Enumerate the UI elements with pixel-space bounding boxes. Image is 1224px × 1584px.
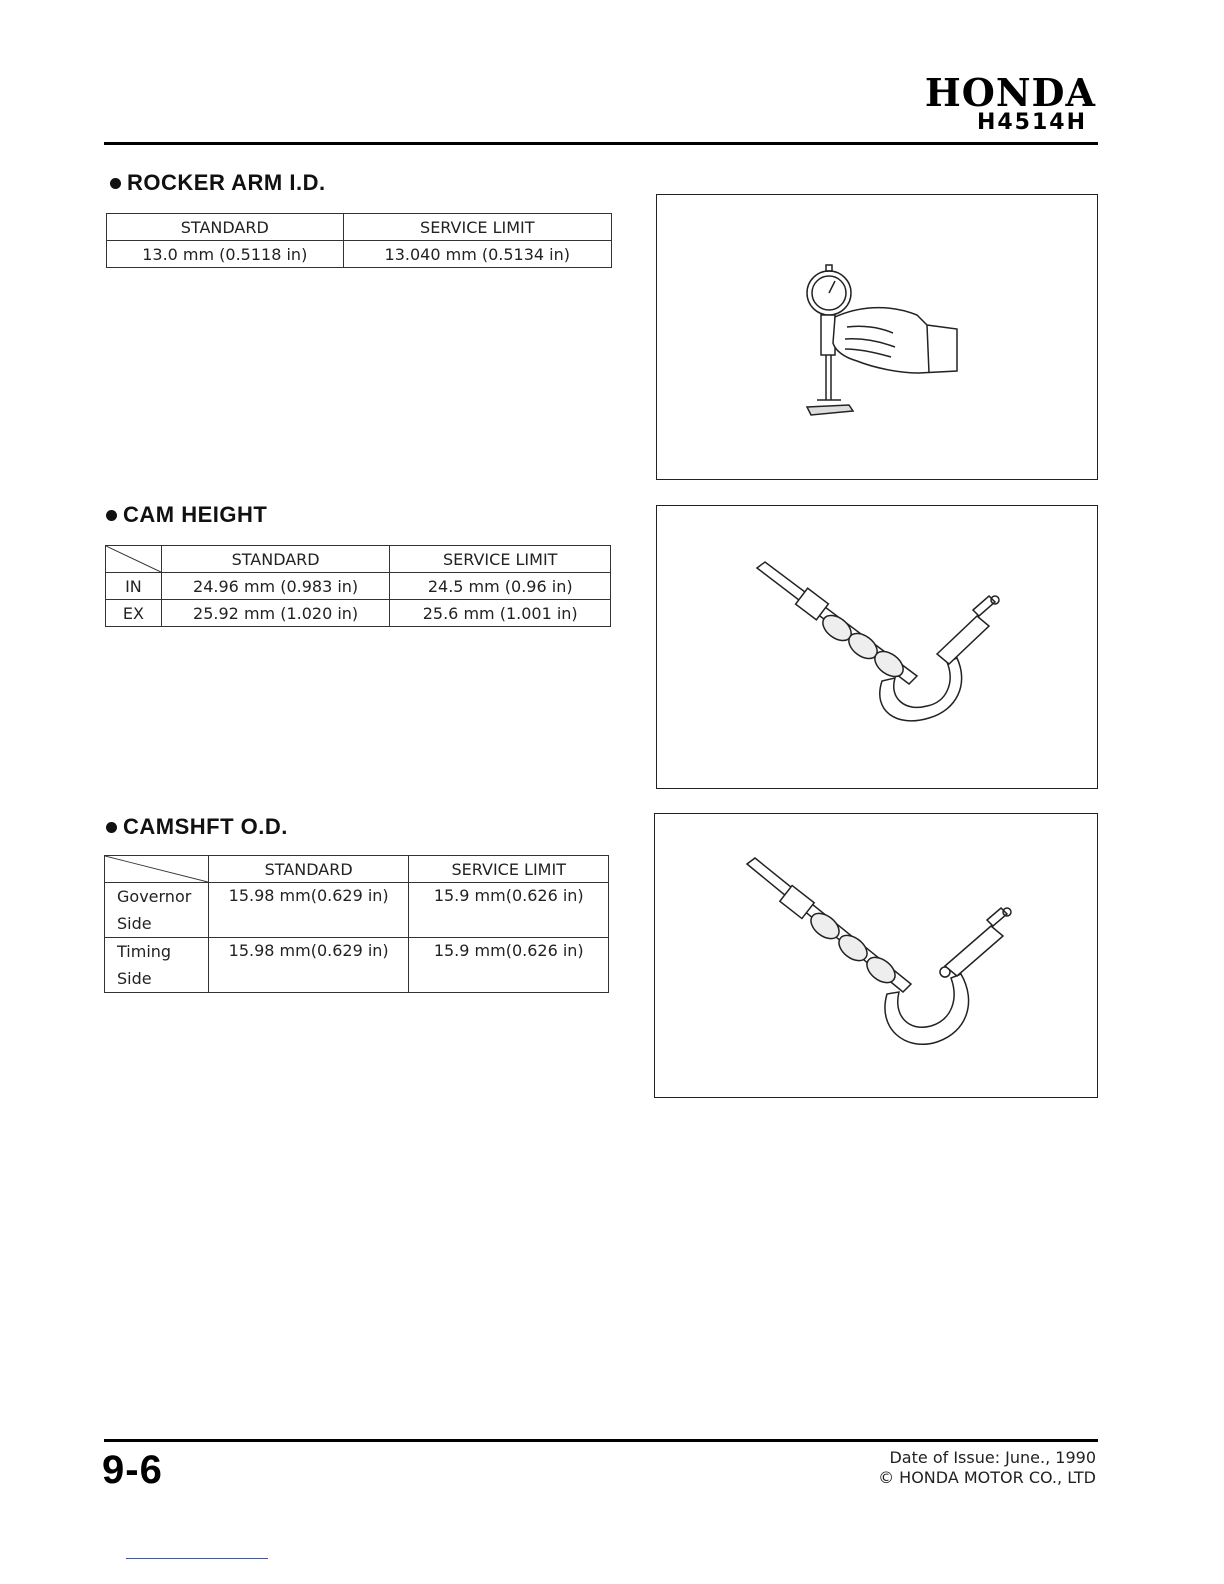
cam-height-table [105,545,611,627]
row-label-line2: Side [117,914,152,933]
page-number: 9-6 [102,1448,163,1492]
section-title: ROCKER ARM I.D. [127,170,326,195]
camshaft-micrometer-illustration [655,814,1097,1097]
issue-date: Date of Issue: June., 1990 [889,1448,1096,1467]
copyright-notice: © HONDA MOTOR CO., LTD [878,1468,1096,1487]
limit-value: 15.9 mm(0.626 in) [409,883,609,938]
column-header-limit: SERVICE LIMIT [409,856,609,883]
column-header-standard: STANDARD [208,856,409,883]
figure-rocker-arm-measurement [656,194,1098,480]
section-heading-rocker [110,170,326,196]
standard-value: 15.98 mm(0.629 in) [208,938,409,993]
column-header-limit: SERVICE LIMIT [343,214,611,241]
camshaft-micrometer-illustration [657,506,1097,788]
camshaft-od-table [104,855,609,993]
column-header-limit: SERVICE LIMIT [390,546,611,573]
standard-value: 15.98 mm(0.629 in) [208,883,409,938]
section-heading-cam [106,502,267,528]
figure-camshaft-od-measurement [654,813,1098,1098]
bullet-icon [106,510,117,521]
standard-value: 25.92 mm (1.020 in) [161,600,390,627]
figure-cam-height-measurement [656,505,1098,789]
limit-value: 25.6 mm (1.001 in) [390,600,611,627]
row-label [105,883,209,938]
rocker-spec-table [106,213,612,268]
column-header-standard: STANDARD [107,214,344,241]
diagonal-corner-cell [105,856,209,883]
standard-value: 13.0 mm (0.5118 in) [107,241,344,268]
row-label [105,938,209,993]
section-title: CAMSHFT O.D. [123,814,288,839]
column-header-standard: STANDARD [161,546,390,573]
section-heading-camshaft [106,814,288,840]
diagonal-corner-cell [106,546,162,573]
header-rule [104,142,1098,145]
bullet-icon [106,822,117,833]
table-header-row [105,856,609,883]
standard-value: 24.96 mm (0.983 in) [161,573,390,600]
model-number: H4514H [976,110,1087,135]
row-label: IN [106,573,162,600]
brand-logo: HONDA [924,70,1096,115]
limit-value: 24.5 mm (0.96 in) [390,573,611,600]
table-row [105,938,609,993]
link-underline [126,1558,268,1559]
footer-rule [104,1439,1098,1442]
limit-value: 15.9 mm(0.626 in) [409,938,609,993]
table-header-row [107,214,612,241]
row-label-line1: Governor [117,887,192,906]
bullet-icon [110,178,121,189]
table-row [105,883,609,938]
table-row [106,573,611,600]
table-row [107,241,612,268]
row-label-line2: Side [117,969,152,988]
row-label: EX [106,600,162,627]
section-title: CAM HEIGHT [123,502,268,527]
table-row [106,600,611,627]
table-header-row [106,546,611,573]
row-label-line1: Timing [117,942,172,961]
limit-value: 13.040 mm (0.5134 in) [343,241,611,268]
dial-bore-gauge-illustration [657,195,1097,479]
